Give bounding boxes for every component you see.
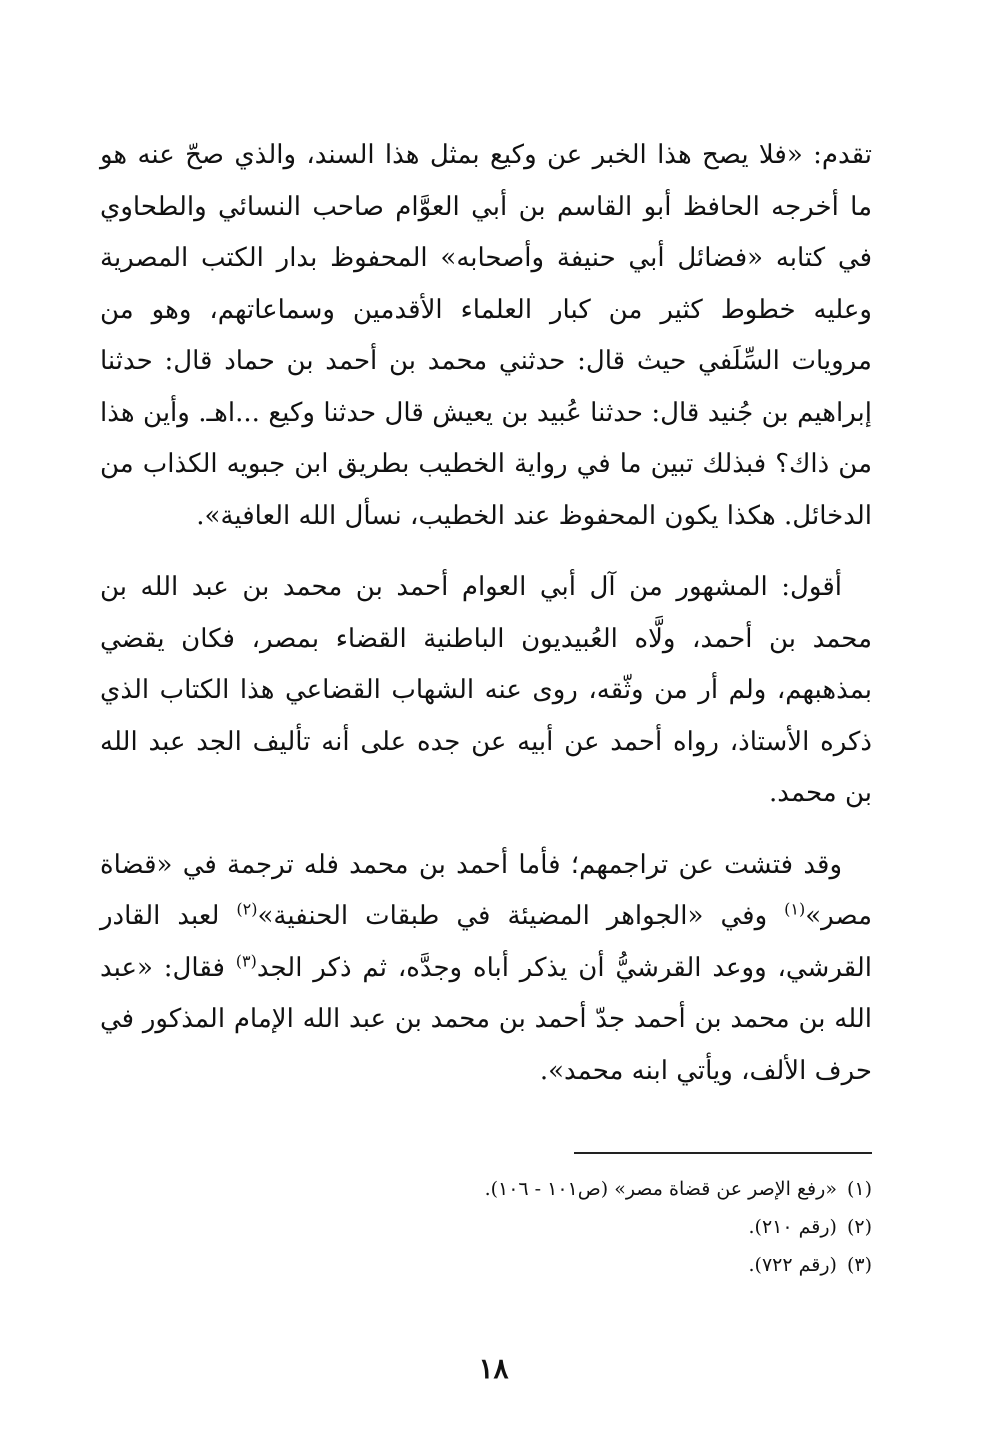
paragraph-search-part-1: وقد فتشت عن تراجمهم؛ فأما أحمد بن محمد فله ترجمة في «قضاة مصر» xyxy=(100,849,872,931)
paragraph-search-part-4: فقال: «عبد الله بن محمد بن أحمد جدّ أحمد بن محمد بن عبد الله الإمام المذكور في حرف الألف، ويأتي ابنه محمد». xyxy=(100,952,872,1086)
footnotes xyxy=(100,1170,872,1284)
paragraph-search xyxy=(100,840,872,1098)
footnote-divider xyxy=(574,1152,872,1154)
paragraph-quote: تقدم: «فلا يصح هذا الخبر عن وكيع بمثل هذا السند، والذي صحّ عنه هو ما أخرجه الحافظ أبو القاسم بن أبي العوَّام صاحب النسائي والطحاوي في كتابه «فضائل أبي حنيفة وأصحابه» المحفوظ بدار الكتب المصرية وعليه خطوط كثير من كبار العلماء الأقدمين وسماعاتهم، وهو من مرويات السِّلَفي حيث قال: حدثني محمد بن أحمد بن حماد قال: حدثنا إبراهيم بن جُنيد قال: حدثنا عُبيد بن يعيش قال حدثنا وكيع ...اهـ. وأين هذا من ذاك؟ فبذلك تبين ما في رواية الخطيب بطريق ابن جبويه الكذاب من الدخائل. هكذا يكون المحفوظ عند الخطيب، نسأل الله العافية». xyxy=(100,140,872,531)
footnote-1 xyxy=(100,1170,872,1208)
footnote-2 xyxy=(100,1208,872,1246)
footnote-3 xyxy=(100,1246,872,1284)
footnote-number: (١) xyxy=(846,1178,872,1200)
paragraph-search-part-3: لعبد القادر القرشي، ووعد القرشيُّ أن يذكر أباه وجدَّه، ثم ذكر الجد xyxy=(100,901,872,983)
footnote-ref-1[interactable]: (١) xyxy=(784,899,806,919)
page-number: ١٨ xyxy=(478,1352,509,1385)
footnote-ref-2[interactable]: (٢) xyxy=(236,899,258,919)
paragraph-aqul: أقول: المشهور من آل أبي العوام أحمد بن محمد بن عبد الله بن محمد بن أحمد، ولَّاه العُبيديون الباطنية القضاء بمصر، فكان يقضي بمذهبهم، ولم أر من وثّقه، روى عنه الشهاب القضاعي هذا الكتاب الذي ذكره الأستاذ، رواه أحمد عن أبيه عن جده على أنه تأليف الجد عبد الله بن محمد. xyxy=(100,572,872,808)
footnote-number: (٣) xyxy=(846,1254,872,1276)
footnote-ref-3[interactable]: (٣) xyxy=(235,950,257,970)
main-text xyxy=(100,130,872,1097)
footnote-number: (٢) xyxy=(846,1216,872,1238)
footnote-text: (رقم ٧٢٢). xyxy=(748,1254,837,1276)
footnote-text: (رقم ٢١٠). xyxy=(748,1216,837,1238)
footnote-text: «رفع الإصر عن قضاة مصر» (ص١٠١ - ١٠٦). xyxy=(484,1178,837,1200)
paragraph-search-part-2: وفي «الجواهر المضيئة في طبقات الحنفية» xyxy=(257,901,785,931)
